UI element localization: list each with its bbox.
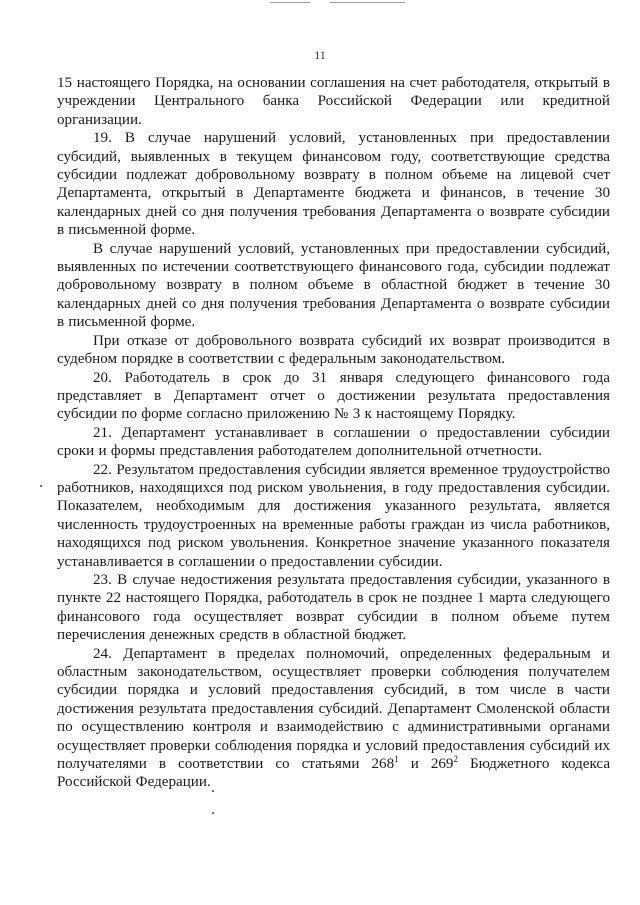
paragraph-24-text: 24. Департамент в пределах полномочий, определенных федеральным и областным законодательством, осуществляет проверки соблюдения получателем субсидии порядка и условий предоставления субсидий, в том числе в части достижения результата предоставления субсидий. Департамент Смоленской области по осуществлению контроля и взаимодействию с административными органами осуществляет проверки соблюдения порядка и условий предоставления субсидий их получателями в соответствии со статьями 268 [57, 645, 610, 773]
paragraph-20: 20. Работодатель в срок до 31 января следующего финансового года представляет в Департамент отчет о достижении результата предоставления субсидии по форме согласно приложению № 3 к настоящему Порядку. [57, 369, 610, 423]
scan-edge-mark [330, 2, 405, 3]
scan-edge-mark [270, 2, 310, 3]
superscript-2: 2 [453, 754, 458, 764]
paragraph-24-middle: и 269 [398, 756, 454, 773]
scan-dot [212, 790, 214, 792]
paragraph-23: 23. В случае недостижения результата предоставления субсидии, указанного в пункте 22 настоящего Порядка, работодатель в срок не позднее 1 марта следующего финансового года осуществляет возврат субсидии в полном объеме путем перечисления денежных средств в областной бюджет. [57, 571, 610, 644]
document-body [57, 74, 610, 792]
paragraph-continuation: 15 настоящего Порядка, на основании соглашения на счет работодателя, открытый в учреждении Центрального банка Российской Федерации или кредитной организации. [57, 75, 610, 128]
superscript-1: 1 [394, 754, 399, 764]
paragraph-19-second: В случае нарушений условий, установленных при предоставлении субсидий, выявленных по истечении соответствующего финансового года, субсидии подлежат добровольному возврату в полном объеме в областной бюджет в течение 30 календарных дней со дня получения требования Департамента о возврате субсидии в письменной форме. [57, 240, 610, 331]
paragraph-22: 22. Результатом предоставления субсидии является временное трудоустройство работников, находящихся под риском увольнения, в году предоставления субсидии. Показателем, необходимым для достижения указанного результата, является численность трудоустроенных на временные работы граждан из числа работников, находящихся под риском увольнения. Конкретное значение указанного показателя устанавливается в соглашении о предоставлении субсидии. [57, 461, 610, 570]
paragraph-24-end: Бюджетного кодекса Российской Федерации. [57, 756, 611, 791]
scan-dot [212, 812, 214, 814]
paragraph-19-third: При отказе от добровольного возврата субсидий их возврат производится в судебном порядке в соответствии с федеральным законодательством. [57, 332, 610, 368]
page-number: 11 [314, 48, 326, 62]
scan-dot [40, 485, 42, 487]
paragraph-19: 19. В случае нарушений условий, установленных при предоставлении субсидий, выявленных в текущем финансовом году, соответствующие средства субсидии подлежат добровольному возврату в полном объеме на лицевой счет Департамента, открытый в Департаменте бюджета и финансов, в течение 30 календарных дней со дня получения требования Департамента о возврате субсидии в письменной форме. [57, 130, 610, 239]
paragraph-24 [57, 645, 610, 792]
paragraph-21: 21. Департамент устанавливает в соглашении о предоставлении субсидии сроки и формы представления работодателем дополнительной отчетности. [57, 424, 610, 460]
